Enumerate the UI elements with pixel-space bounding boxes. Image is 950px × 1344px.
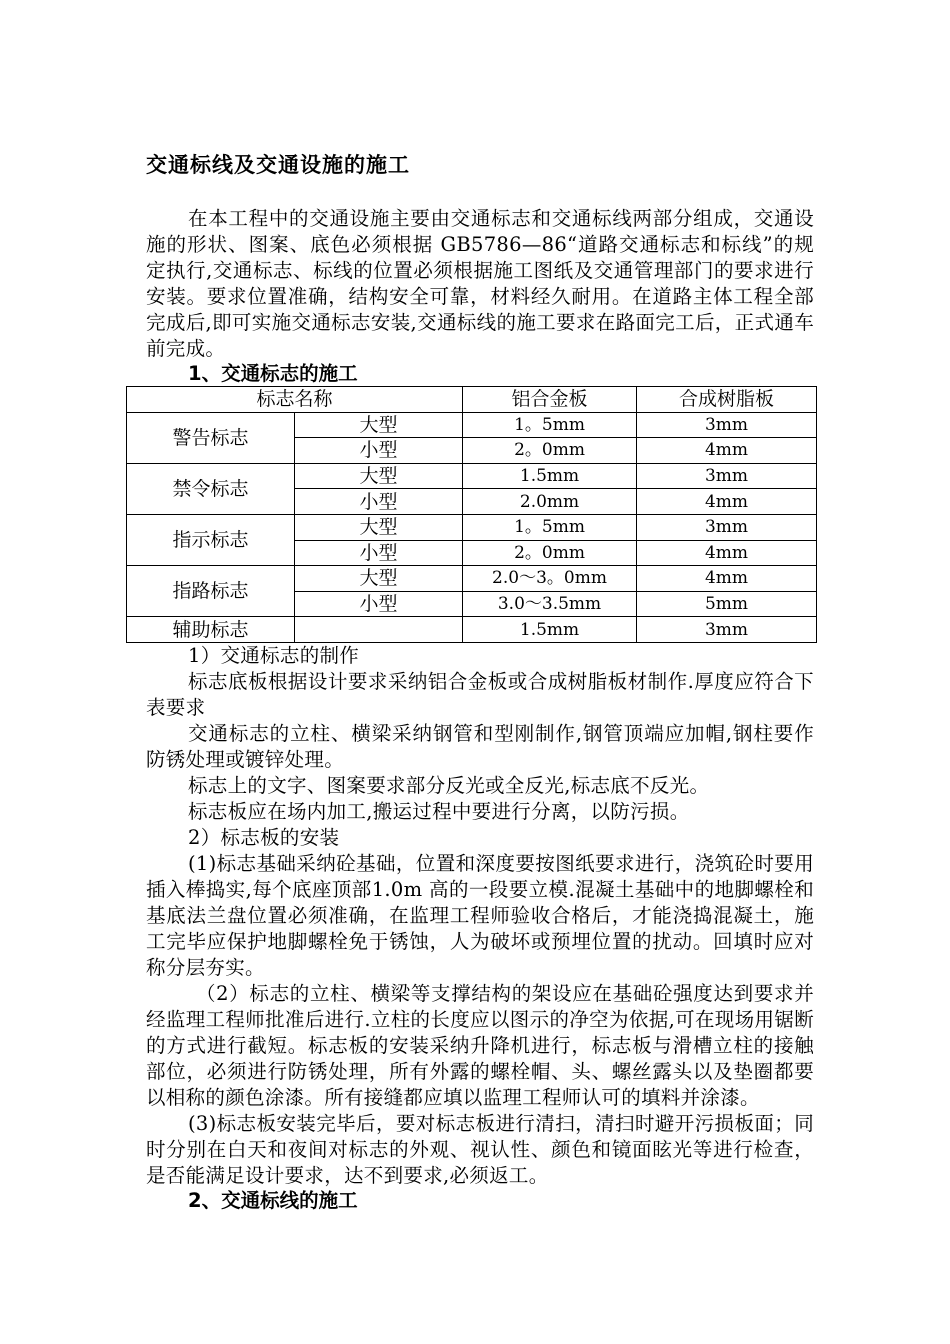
- table-header-aluminum: 铝合金板: [463, 387, 637, 413]
- aluminum-cell: 2。0mm: [463, 540, 637, 566]
- resin-cell: 3mm: [637, 412, 817, 438]
- section-2-heading: 2、交通标线的施工: [188, 1188, 358, 1212]
- subsection-2-heading: 2）标志板的安装: [188, 825, 340, 849]
- table-row: [127, 514, 817, 540]
- size-cell: 小型: [295, 438, 463, 464]
- size-cell: 大型: [295, 463, 463, 489]
- sign-thickness-table: [126, 386, 817, 643]
- size-cell: 小型: [295, 540, 463, 566]
- table-row: [127, 463, 817, 489]
- aluminum-cell: 2。0mm: [463, 438, 637, 464]
- resin-cell: 3mm: [637, 463, 817, 489]
- aluminum-cell: 3.0～3.5mm: [463, 591, 637, 617]
- document-page: [146, 150, 814, 1213]
- document-title: 交通标线及交通设施的施工: [146, 153, 410, 177]
- paragraph: 交通标志的立柱、横梁采纳钢管和型刚制作,钢管顶端应加帽,钢柱要作防锈处理或镀锌处理。: [146, 721, 814, 771]
- resin-cell: 3mm: [637, 617, 817, 643]
- size-cell: [295, 617, 463, 643]
- paragraph: （2）标志的立柱、横梁等支撑结构的架设应在基础砼强度达到要求并经监理工程师批准后进行.立柱的长度应以图示的净空为依据,可在现场用锯断的方式进行截短。标志板的安装采纳升降机进行，标志板与滑槽立柱的接触部位，必须进行防锈处理，所有外露的螺栓帽、头、螺丝露头以及垫圈都要以相称的颜色涂漆。所有接缝都应填以监理工程师认可的填料并涂漆。: [146, 981, 814, 1109]
- subsection-1-heading: 1）交通标志的制作: [188, 643, 360, 667]
- paragraph: 标志底板根据设计要求采纳铝合金板或合成树脂板材制作.厚度应符合下表要求: [146, 669, 814, 719]
- resin-cell: 3mm: [637, 514, 817, 540]
- section-1-heading: 1、交通标志的施工: [188, 362, 358, 385]
- resin-cell: 4mm: [637, 489, 817, 515]
- paragraph: 标志上的文字、图案要求部分反光或全反光,标志底不反光。: [188, 773, 710, 797]
- aluminum-cell: 2.0～3。0mm: [463, 566, 637, 592]
- table-row: [127, 566, 817, 592]
- aluminum-cell: 2.0mm: [463, 489, 637, 515]
- sign-type-cell: 指示标志: [127, 514, 295, 565]
- table-header-resin: 合成树脂板: [637, 387, 817, 413]
- resin-cell: 4mm: [637, 566, 817, 592]
- size-cell: 大型: [295, 514, 463, 540]
- size-cell: 小型: [295, 489, 463, 515]
- aluminum-cell: 1.5mm: [463, 617, 637, 643]
- aluminum-cell: 1。5mm: [463, 514, 637, 540]
- intro-paragraph: 在本工程中的交通设施主要由交通标志和交通标线两部分组成，交通设施的形状、图案、底色必须根据 GB5786—86“道路交通标志和标线”的规定执行,交通标志、标线的位置必须根据施工图纸及交通管理部门的要求进行安装。要求位置准确，结构安全可靠，材料经久耐用。在道路主体工程全部完成后,即可实施交通标志安装,交通标线的施工要求在路面完工后，正式通车前完成。: [146, 207, 814, 360]
- paragraph: (3)标志板安装完毕后，要对标志板进行清扫，清扫时避开污损板面；同时分别在白天和夜间对标志的外观、视认性、颜色和镜面眩光等进行检查，是否能满足设计要求，达不到要求,必须返工。: [146, 1111, 814, 1187]
- resin-cell: 5mm: [637, 591, 817, 617]
- table-header-name: 标志名称: [127, 387, 463, 413]
- sign-type-cell: 指路标志: [127, 566, 295, 617]
- table-row: [127, 412, 817, 438]
- aluminum-cell: 1。5mm: [463, 412, 637, 438]
- paragraph: (1)标志基础采纳砼基础，位置和深度要按图纸要求进行，浇筑砼时要用插入棒捣实,每个底座顶部1.0m 高的一段要立模.混凝土基础中的地脚螺栓和基底法兰盘位置必须准确，在监理工程师验收合格后，才能浇捣混凝土，施工完毕应保护地脚螺栓免于锈蚀，人为破坏或预埋位置的扰动。回填时应对称分层夯实。: [146, 851, 814, 979]
- table-row: [127, 617, 817, 643]
- sign-type-cell: 禁令标志: [127, 463, 295, 514]
- resin-cell: 4mm: [637, 540, 817, 566]
- size-cell: 小型: [295, 591, 463, 617]
- sign-type-cell: 警告标志: [127, 412, 295, 463]
- size-cell: 大型: [295, 412, 463, 438]
- sign-type-cell: 辅助标志: [127, 617, 295, 643]
- aluminum-cell: 1.5mm: [463, 463, 637, 489]
- size-cell: 大型: [295, 566, 463, 592]
- table-header-row: [127, 387, 817, 413]
- resin-cell: 4mm: [637, 438, 817, 464]
- paragraph: 标志板应在场内加工,搬运过程中要进行分离，以防污损。: [188, 799, 690, 823]
